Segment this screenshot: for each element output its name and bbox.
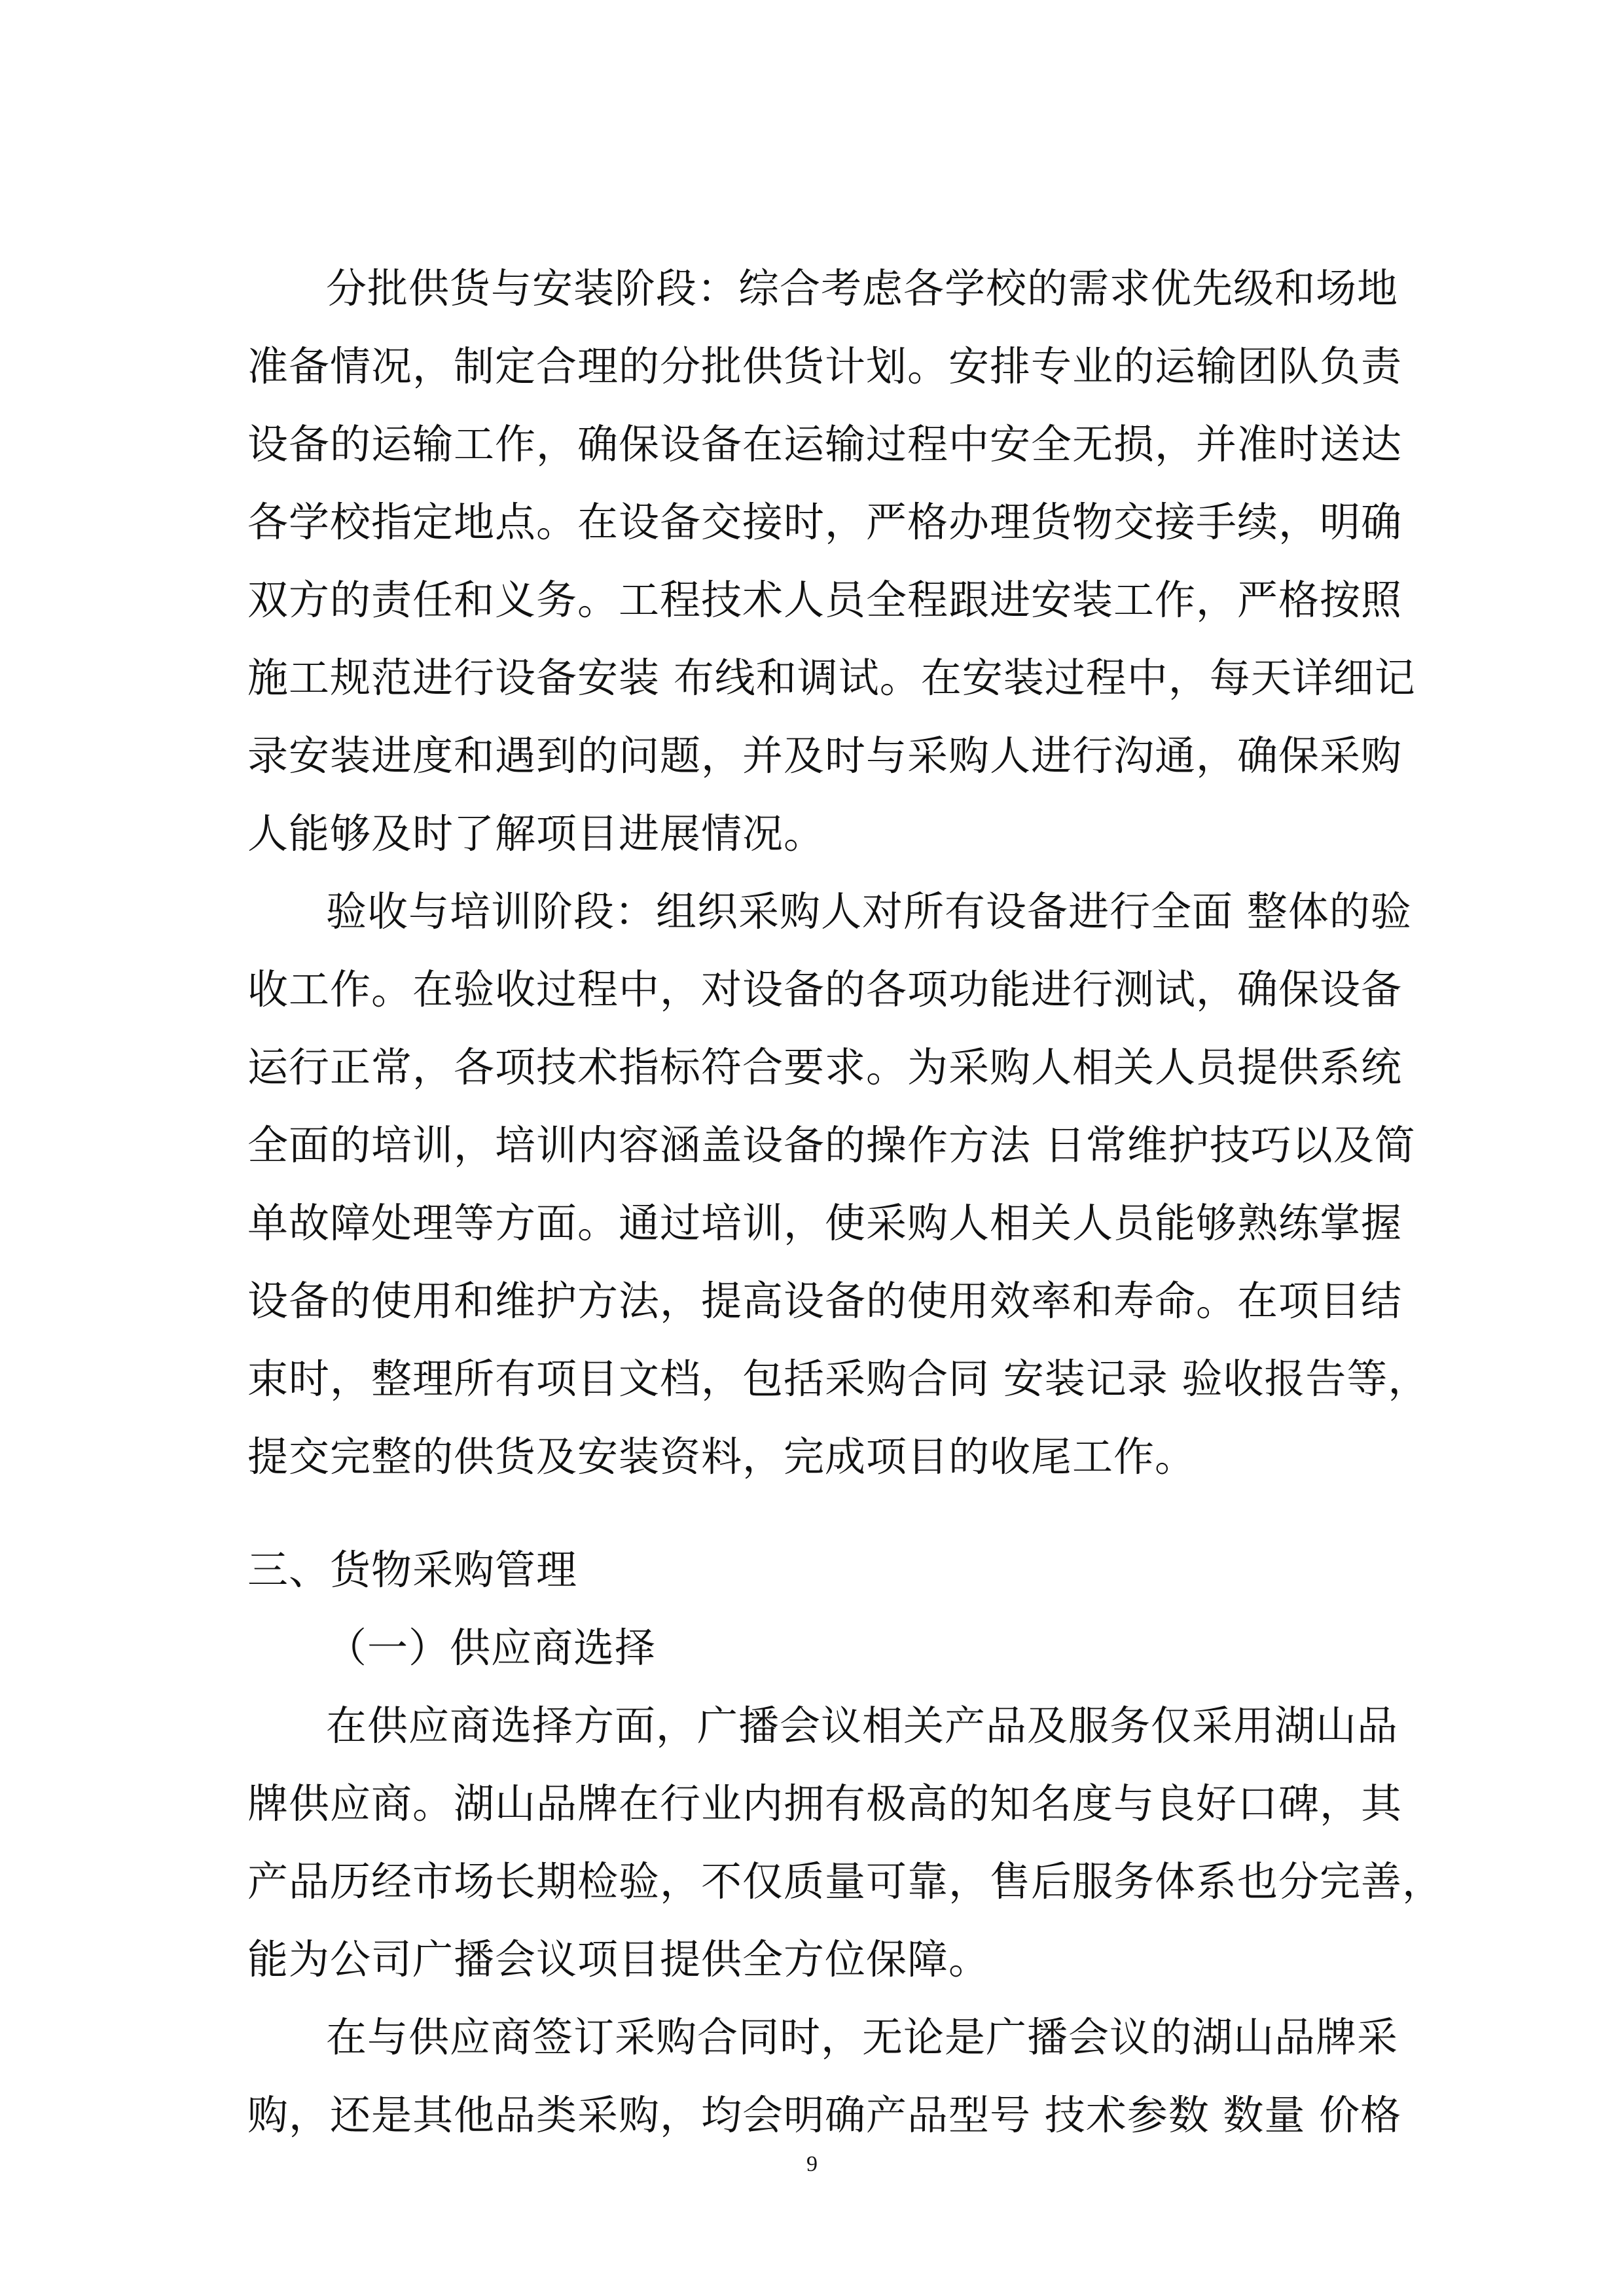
paragraph-line: 收工作。在验收过程中，对设备的各项功能进行测试，确保设备 <box>247 965 1403 1013</box>
paragraph-line: 各学校指定地点。在设备交接时，严格办理货物交接手续，明确 <box>247 498 1403 546</box>
paragraph-line: 施工规范进行设备安装 布线和调试。在安装过程中，每天详细记 <box>247 654 1416 702</box>
paragraph-line: 运行正常，各项技术指标符合要求。为采购人相关人员提供系统 <box>247 1043 1403 1091</box>
paragraph-line: 验收与培训阶段：组织采购人对所有设备进行全面 整体的验 <box>326 888 1412 935</box>
paragraph-line: 在与供应商签订采购合同时，无论是广播会议的湖山品牌采 <box>326 2013 1399 2061</box>
section-heading: 三、货物采购管理 <box>247 1546 578 1594</box>
paragraph-line: 设备的运输工作，确保设备在运输过程中安全无损，并准时送达 <box>247 420 1403 468</box>
paragraph-line: 购，还是其他品类采购，均会明确产品型号 技术参数 数量 价格 <box>247 2091 1402 2139</box>
paragraph-line: 提交完整的供货及安装资料，完成项目的收尾工作。 <box>247 1433 1197 1480</box>
paragraph-line: 牌供应商。湖山品牌在行业内拥有极高的知名度与良好口碑，其 <box>247 1780 1403 1827</box>
paragraph-line: 全面的培训，培训内容涵盖设备的操作方法 日常维护技巧以及简 <box>247 1121 1416 1169</box>
paragraph-line: 人能够及时了解项目进展情况。 <box>247 810 825 857</box>
paragraph-line: 在供应商选择方面，广播会议相关产品及服务仅采用湖山品 <box>326 1702 1399 1749</box>
paragraph-line: 设备的使用和维护方法，提高设备的使用效率和寿命。在项目结 <box>247 1277 1403 1325</box>
paragraph-line: 双方的责任和义务。工程技术人员全程跟进安装工作，严格按照 <box>247 576 1403 624</box>
subsection-heading: （一）供应商选择 <box>326 1624 657 1672</box>
paragraph-line: 产品历经市场长期检验，不仅质量可靠，售后服务体系也分完善， <box>247 1857 1444 1905</box>
paragraph-line: 束时，整理所有项目文档，包括采购合同 安装记录 验收报告等， <box>247 1355 1430 1403</box>
paragraph-line: 分批供货与安装阶段：综合考虑各学校的需求优先级和场地 <box>326 264 1399 312</box>
paragraph-line: 准备情况，制定合理的分批供货计划。安排专业的运输团队负责 <box>247 342 1403 390</box>
paragraph-line: 录安装进度和遇到的问题，并及时与采购人进行沟通，确保采购 <box>247 732 1403 780</box>
page-number: 9 <box>806 2152 818 2176</box>
paragraph-line: 单故障处理等方面。通过培训，使采购人相关人员能够熟练掌握 <box>247 1199 1403 1247</box>
paragraph-line: 能为公司广播会议项目提供全方位保障。 <box>247 1935 990 1983</box>
